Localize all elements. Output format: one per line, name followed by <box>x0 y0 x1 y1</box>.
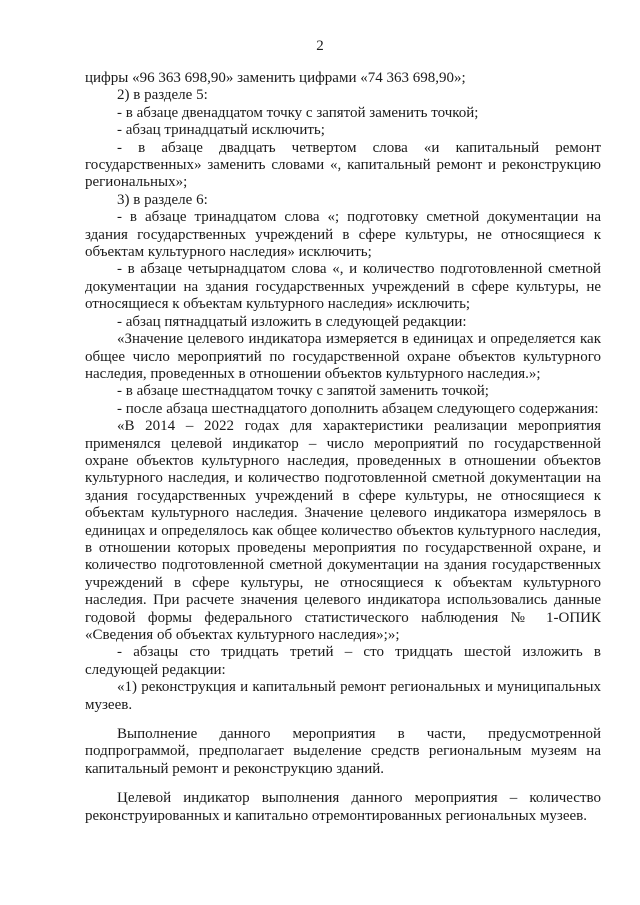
paragraph-4: - абзац тринадцатый исключить; <box>117 122 325 139</box>
paragraph-2: 2) в разделе 5: <box>117 87 208 104</box>
page-number: 2 <box>316 38 324 54</box>
paragraph-11: - в абзаце шестнадцатом точку с запятой заменить точкой; <box>117 383 489 400</box>
paragraph-3: - в абзаце двенадцатом точку с запятой заменить точкой; <box>117 104 479 121</box>
document-body <box>85 70 601 825</box>
paragraph-5: - в абзаце двадцать четвертом слова «и капитальный ремонт государственных» заменить словами «, капитальный ремонт и реконструкцию региональных»; <box>85 139 601 191</box>
paragraph-6: 3) в разделе 6: <box>117 191 208 208</box>
paragraph-12: - после абзаца шестнадцатого дополнить абзацем следующего содержания: <box>117 400 599 417</box>
paragraph-8: - в абзаце четырнадцатом слова «, и количество подготовленной сметной документации на здания государственных учреждений в сфере культуры, не относящиеся к объектам культурного наследия» исключить; <box>85 261 601 313</box>
paragraph-10: «Значение целевого индикатора измеряется в единицах и определяется как общее число мероприятий по государственной охране объектов культурного наследия, проведенных в отношении объектов культурного наследия.»; <box>85 331 601 382</box>
paragraph-14: - абзацы сто тридцать третий – сто тридцать шестой изложить в следующей редакции: <box>85 644 601 678</box>
paragraph-15: «1) реконструкция и капитальный ремонт региональных и муниципальных музеев. <box>85 679 601 713</box>
paragraph-16: Выполнение данного мероприятия в части, предусмотренной подпрограммой, предполагает выделение средств региональным музеям на капитальный ремонт и реконструкцию зданий. <box>85 726 601 777</box>
paragraph-1: цифры «96 363 698,90» заменить цифрами «74 363 698,90»; <box>85 70 466 86</box>
paragraph-17: Целевой индикатор выполнения данного мероприятия – количество реконструированных и капитально отремонтированных региональных музеев. <box>85 790 601 824</box>
paragraph-13: «В 2014 – 2022 годах для характеристики реализации мероприятия применялся целевой индикатор – число мероприятий по государственной охране объектов культурного наследия, проведенных в отношении объектов культурного наследия, и количество подготовленной сметной документации на здания государственных учреждений в сфере культуры, не относящиеся к объектам культурного наследия. Значение целевого индикатора измерялось в единицах и определялось как общее количество объектов культурного наследия, в отношении которых проведены мероприятия по государственной охране, и количество подготовленной сметной документации на здания государственных учреждений в сфере культуры, не относящиеся к объектам культурного наследия. При расчете значения целевого индикатора использовались данные годовой формы федерального статистического наблюдения № 1-ОПИК «Сведения об объектах культурного наследия»;»; <box>85 418 601 643</box>
paragraph-9: - абзац пятнадцатый изложить в следующей редакции: <box>117 313 467 330</box>
paragraph-7: - в абзаце тринадцатом слова «; подготовку сметной документации на здания государственных учреждений в сфере культуры, не относящиеся к объектам культурного наследия» исключить; <box>85 209 601 261</box>
